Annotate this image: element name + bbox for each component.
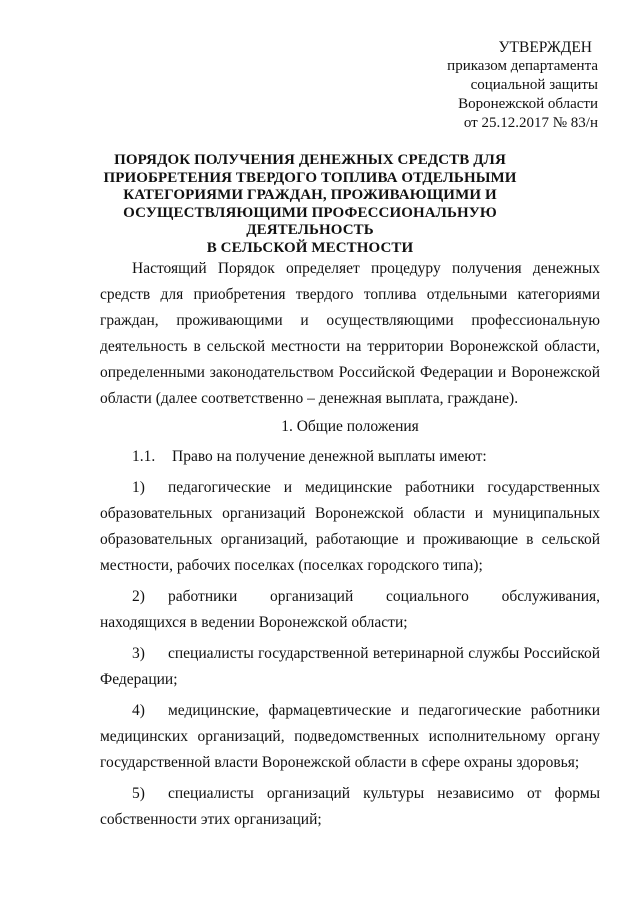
approval-line-2: социальной защиты — [470, 77, 598, 93]
list-item — [100, 698, 600, 776]
item-text: педагогические и медицинские работники государственных образовательных организаций Воронежской области и муниципальных образовательных организаций, работающие и проживающие в сельской местности, рабочих поселках (поселках городского типа); — [100, 479, 600, 574]
intro-paragraph: Настоящий Порядок определяет процедуру получения денежных средств для приобретения твердого топлива отдельными категориями граждан, проживающими и осуществляющими профессиональную деятельность в сельской местности на территории Воронежской области, определенными законодательством Российской Федерации и Воронежской области (далее соответственно – денежная выплата, граждане). — [100, 260, 600, 407]
list-item — [100, 641, 600, 693]
item-number: 2) — [132, 588, 145, 605]
item-number: 5) — [132, 785, 145, 802]
item-number: 1) — [132, 479, 145, 496]
item-text: специалисты организаций культуры независимо от формы собственности этих организаций; — [100, 785, 600, 828]
clause-number: 1.1. — [132, 448, 156, 465]
document-title — [60, 152, 560, 257]
title-line-1: ПОРЯДОК ПОЛУЧЕНИЯ ДЕНЕЖНЫХ СРЕДСТВ ДЛЯ — [114, 152, 506, 168]
document-body — [100, 256, 600, 833]
item-text: работники организаций социального обслуживания, находящихся в ведении Воронежской области; — [100, 588, 600, 631]
title-line-4: ОСУЩЕСТВЛЯЮЩИМИ ПРОФЕССИОНАЛЬНУЮ ДЕЯТЕЛЬНОСТЬ — [123, 204, 497, 238]
title-line-3: КАТЕГОРИЯМИ ГРАЖДАН, ПРОЖИВАЮЩИМИ И — [123, 187, 497, 203]
approval-stamp-block — [400, 38, 598, 133]
title-line-5: В СЕЛЬСКОЙ МЕСТНОСТИ — [206, 239, 414, 256]
clause-1-1 — [100, 444, 600, 470]
approval-line-1: приказом департамента — [447, 58, 598, 74]
item-number: 4) — [132, 702, 145, 719]
approval-line-3: Воронежской области — [458, 96, 598, 112]
item-text: специалисты государственной ветеринарной службы Российской Федерации; — [100, 645, 600, 688]
section-heading: 1. Общие положения — [281, 418, 419, 435]
clause-text: Право на получение денежной выплаты имеют: — [172, 448, 487, 465]
item-number: 3) — [132, 645, 145, 662]
list-item — [100, 475, 600, 579]
list-item — [100, 781, 600, 833]
title-line-2: ПРИОБРЕТЕНИЯ ТВЕРДОГО ТОПЛИВА ОТДЕЛЬНЫМИ — [103, 169, 517, 186]
item-text: медицинские, фармацевтические и педагогические работники медицинских организаций, подведомственных исполнительному органу государственной власти Воронежской области в сфере охраны здоровья; — [100, 702, 600, 771]
list-item — [100, 584, 600, 636]
approval-order-date: от 25.12.2017 № 83/н — [463, 115, 598, 131]
approved-label: УТВЕРЖДЕН — [498, 39, 592, 56]
